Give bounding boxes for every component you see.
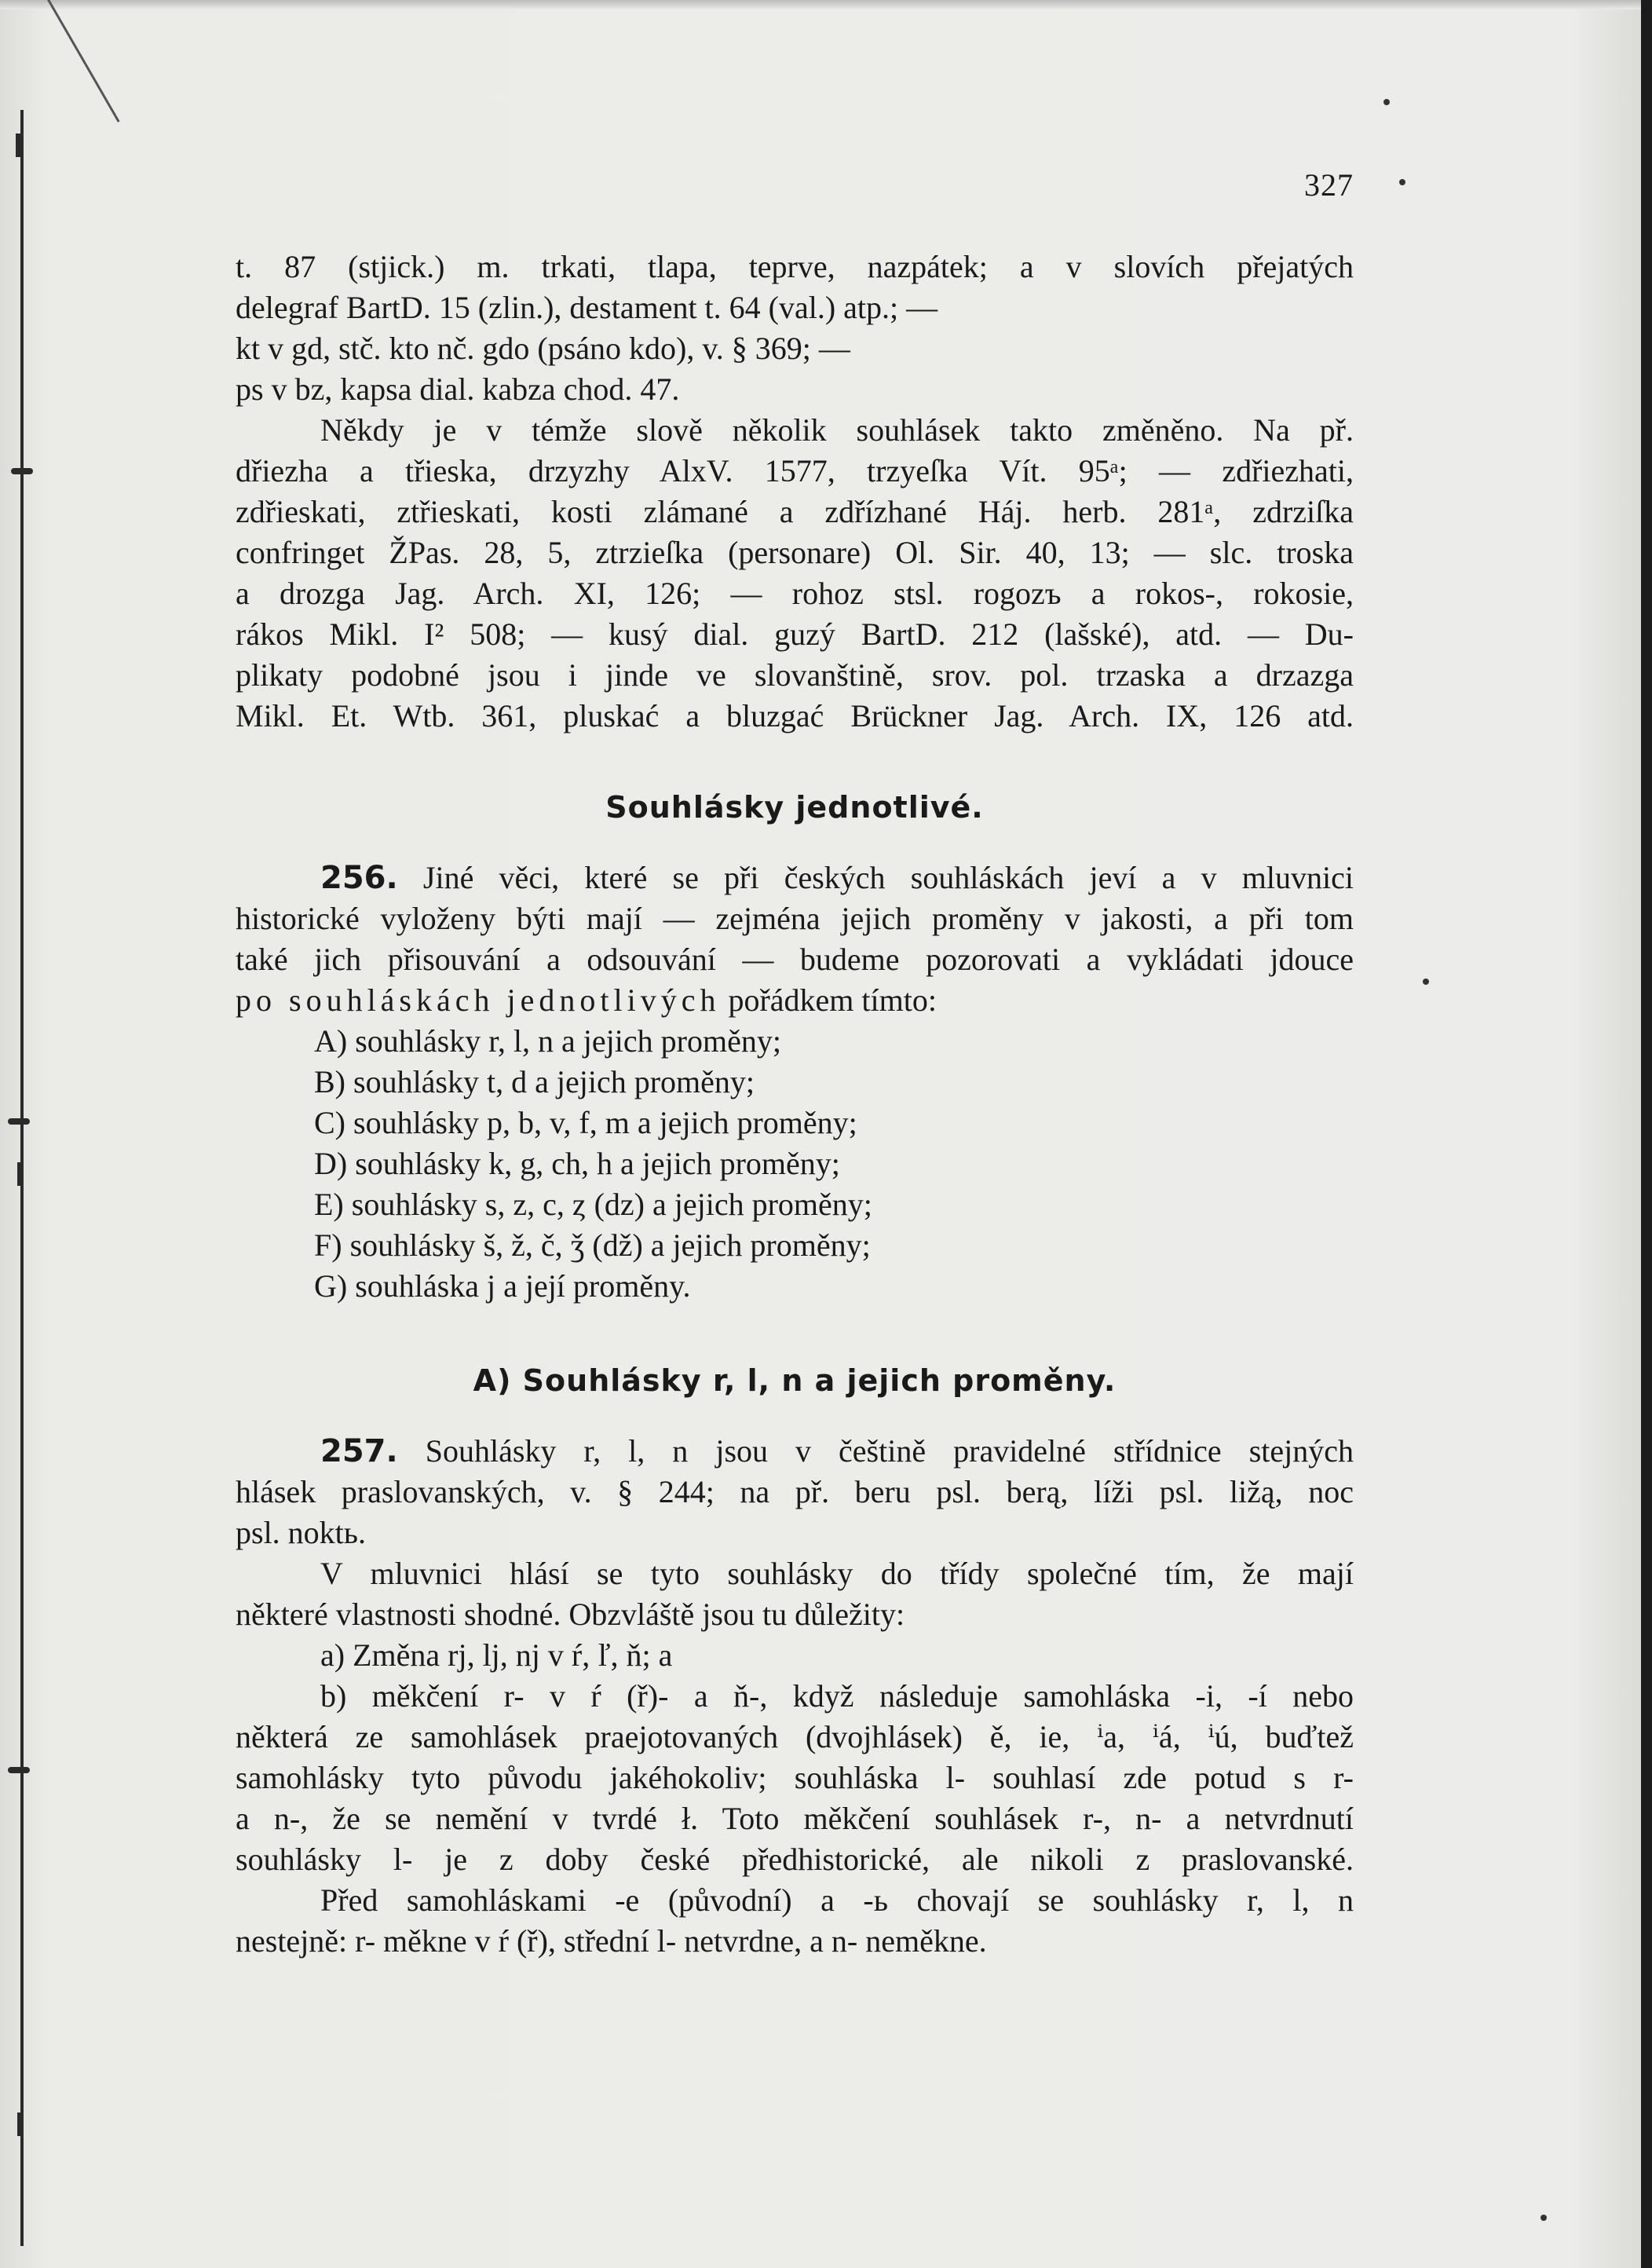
text-line: a drozga Jag. Arch. XI, 126; — rohoz stsl. rogozъ a rokos-, rokosie,: [236, 576, 1354, 611]
text-line: V mluvnici hlásí se tyto souhlásky do třídy společné tím, že mají: [320, 1556, 1354, 1591]
speck: [1383, 99, 1390, 105]
speck: [1541, 2215, 1547, 2221]
text-line: t. 87 (stjick.) m. trkati, tlapa, teprve, nazpátek; a v slovích přejatých: [236, 249, 1354, 284]
text-line: [236, 980, 1354, 1021]
fold-crease: [47, 0, 120, 123]
text-line: a n-, že se nemění v tvrdé ł. Toto měkčení souhlásek r-, n- a netvrdnutí: [236, 1801, 1354, 1836]
text-line: ps v bz, kapsa dial. kabza chod. 47.: [236, 371, 680, 407]
text-line: kt v gd, stč. kto nč. gdo (psáno kdo), v. § 369; —: [236, 331, 850, 366]
text-line: delegraf BartD. 15 (zlin.), destament t. 64 (val.) atp.; —: [236, 290, 938, 325]
text-line: nestejně: r- měkne v ŕ (ř), střední l- netvrdne, a n- neměkne.: [236, 1923, 987, 1959]
spaced-text: po souhláskách jednotlivých: [236, 982, 721, 1018]
speck: [1423, 979, 1429, 985]
binding-mark: [17, 2113, 22, 2136]
text-span: Souhlásky r, l, n jsou v češtině pravidelné střídnice stejných: [425, 1433, 1354, 1469]
text-line: Mikl. Et. Wtb. 361, pluskać a bluzgać Brückner Jag. Arch. IX, 126 atd.: [236, 698, 1354, 733]
page-top-shadow: [0, 0, 1652, 9]
text-span: Jiné věci, které se při českých souhláskách jeví a v mluvnici: [422, 860, 1354, 895]
list-item: E) souhlásky s, z, c, ȥ (dz) a jejich proměny;: [314, 1187, 872, 1222]
text-line: dřiezha a třieska, drzyzhy AlxV. 1577, trzyeſka Vít. 95ᵃ; — zdřiezhati,: [236, 453, 1354, 488]
text-line: plikaty podobné jsou i jinde ve slovanštině, srov. pol. trzaska a drzazga: [236, 657, 1354, 693]
text-line: některá ze samohlásek praejotovaných (dvojhlásek) ě, ie, ⁱa, ⁱá, ⁱú, buďtež: [236, 1719, 1354, 1754]
text-line: zdřieskati, ztřieskati, kosti zlámané a zdřízhané Háj. herb. 281ᵃ, zdrziſka: [236, 494, 1354, 529]
page-number: 327: [1304, 167, 1354, 203]
binding-mark: [16, 134, 20, 157]
text-line: také jich přisouvání a odsouvání — budeme pozorovati a vykládati jdouce: [236, 942, 1354, 977]
section-heading: A) Souhlásky r, l, n a jejich proměny.: [473, 1363, 1117, 1398]
binding-mark: [11, 468, 33, 474]
binding-mark: [8, 1767, 30, 1773]
section-heading: Souhlásky jednotlivé.: [605, 790, 984, 825]
text-span: pořádkem tímto:: [720, 982, 937, 1018]
text-line: hlásek praslovanských, v. § 244; na př. beru psl. berą, líži psl. ližą, noc: [236, 1474, 1354, 1509]
section-number: 256.: [320, 860, 398, 896]
list-item: B) souhlásky t, d a jejich proměny;: [314, 1064, 755, 1099]
text-line: psl. noktь.: [236, 1515, 367, 1550]
paragraph-first-line: [320, 858, 1354, 898]
text-line: b) měkčení r- v ŕ (ř)- a ň-, když následuje samohláska -i, -í nebo: [320, 1678, 1354, 1714]
text-line: Před samohláskami -e (původní) a -ь chovají se souhlásky r, l, n: [320, 1882, 1354, 1918]
right-shadow: [1641, 0, 1652, 2268]
list-item: A) souhlásky r, l, n a jejich proměny;: [314, 1023, 781, 1059]
text-line: rákos Mikl. I² 508; — kusý dial. guzý BartD. 212 (lašské), atd. — Du-: [236, 616, 1354, 652]
text-line: a) Změna rj, lj, nj v ŕ, ľ, ň; a: [320, 1637, 673, 1673]
text-line: některé vlastnosti shodné. Obzvláště jsou tu důležity:: [236, 1597, 905, 1632]
section-number: 257.: [320, 1433, 398, 1469]
text-line: historické vyloženy býti mají — zejména jejich proměny v jakosti, a při tom: [236, 901, 1354, 936]
text-line: Někdy je v témže slově několik souhlásek takto změněno. Na př.: [320, 412, 1354, 448]
text-line: samohlásky tyto původu jakéhokoliv; souhláska l- souhlasí zde potud s r-: [236, 1760, 1354, 1795]
text-line: souhlásky l- je z doby české předhistorické, ale nikoli z praslovanské.: [236, 1842, 1354, 1877]
list-item: C) souhlásky p, b, v, f, m a jejich proměny;: [314, 1105, 857, 1140]
speck: [1399, 179, 1405, 185]
list-item: F) souhlásky š, ž, č, ǯ (dž) a jejich proměny;: [314, 1227, 871, 1263]
text-line: confringet ŽPas. 28, 5, ztrzieſka (personare) Ol. Sir. 40, 13; — slc. troska: [236, 535, 1354, 570]
binding-mark: [17, 1162, 22, 1186]
list-item: D) souhlásky k, g, ch, h a jejich proměny;: [314, 1146, 840, 1181]
paragraph-first-line: [320, 1431, 1354, 1472]
list-item: G) souhláska j a její proměny.: [314, 1268, 691, 1304]
binding-mark: [8, 1118, 30, 1125]
